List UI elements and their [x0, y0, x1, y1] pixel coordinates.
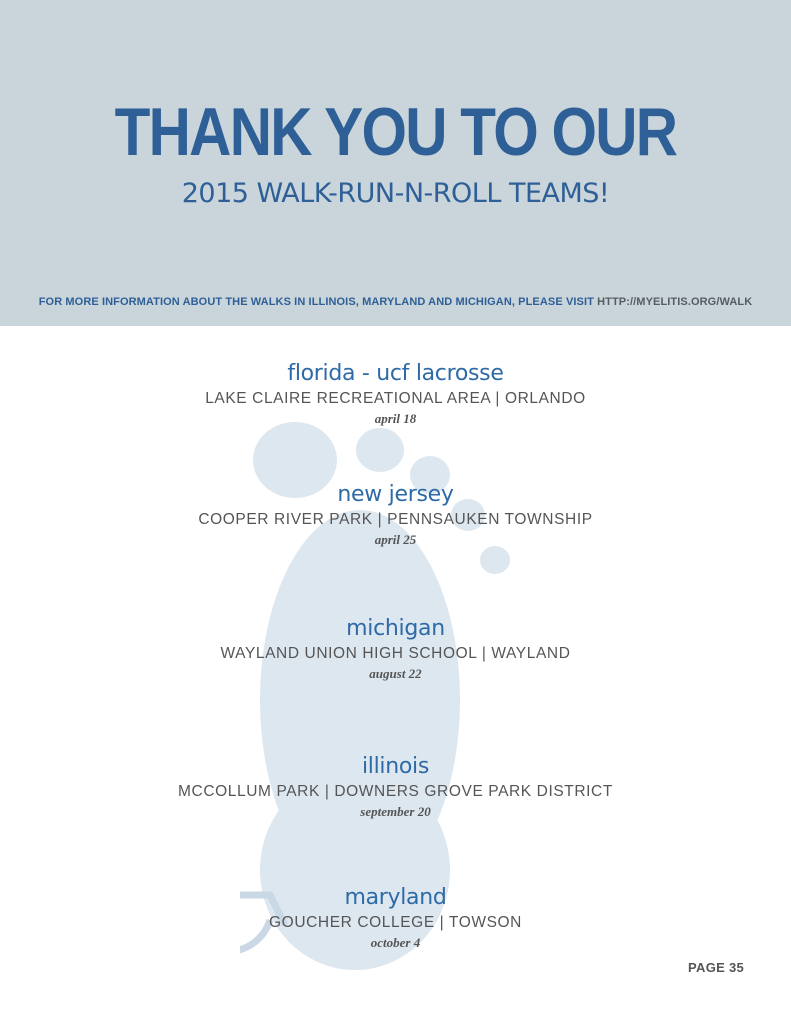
event-date: april 25 [374, 532, 417, 547]
event-date: april 18 [374, 411, 417, 426]
info-line [0, 295, 791, 309]
event-state: michigan [346, 616, 445, 641]
header-banner [0, 0, 791, 326]
event-state: maryland [344, 885, 447, 910]
event-location: LAKE CLAIRE RECREATIONAL AREA | ORLANDO [205, 390, 586, 407]
event-new-jersey [0, 481, 791, 549]
event-illinois [0, 753, 791, 821]
event-date: september 20 [360, 804, 431, 819]
event-state: new jersey [337, 482, 454, 507]
event-maryland [0, 884, 791, 952]
event-date: august 22 [369, 666, 422, 681]
event-location: COOPER RIVER PARK | PENNSAUKEN TOWNSHIP [198, 511, 593, 528]
event-florida [0, 360, 791, 428]
event-state: illinois [361, 754, 430, 779]
event-location: GOUCHER COLLEGE | TOWSON [269, 914, 522, 931]
event-location: WAYLAND UNION HIGH SCHOOL | WAYLAND [220, 645, 571, 662]
event-state: florida - ucf lacrosse [287, 361, 504, 386]
page-subtitle: 2015 WALK-RUN-N-ROLL TEAMS! [181, 178, 610, 209]
event-location: MCCOLLUM PARK | DOWNERS GROVE PARK DISTRICT [178, 783, 613, 800]
event-michigan [0, 615, 791, 683]
info-url-link[interactable]: HTTP://MYELITIS.ORG/WALK [597, 296, 753, 308]
event-date: october 4 [370, 935, 421, 950]
info-text: FOR MORE INFORMATION ABOUT THE WALKS IN ILLINOIS, MARYLAND AND MICHIGAN, PLEASE VISIT [38, 296, 594, 308]
page-number: PAGE 35 [688, 960, 745, 975]
page-title: THANK YOU TO OUR [114, 94, 677, 170]
